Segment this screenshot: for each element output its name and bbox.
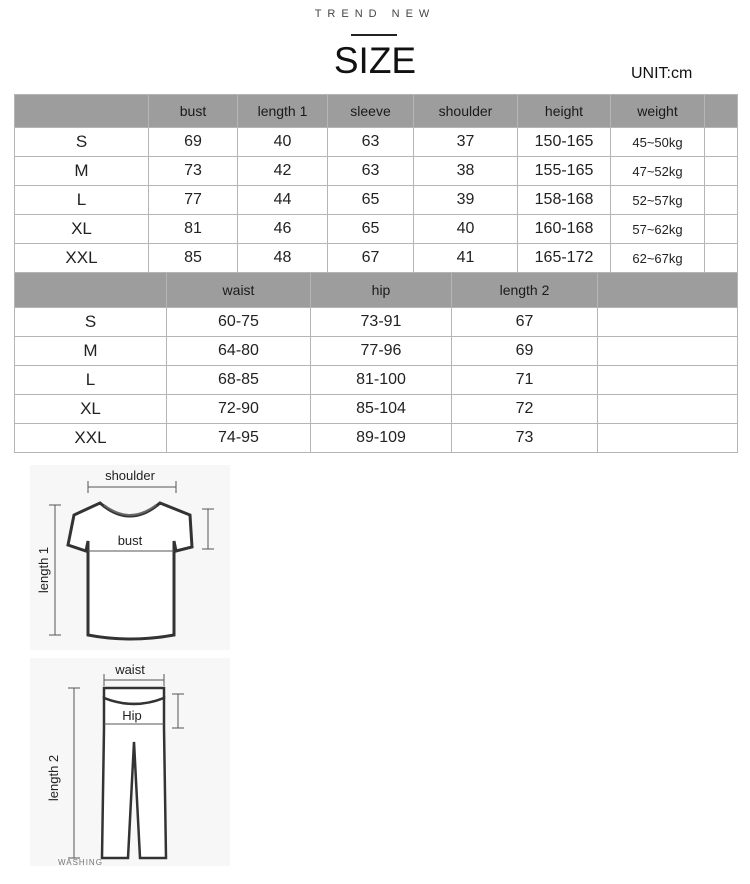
length2-label: length 2 [46, 754, 61, 802]
table-row [15, 308, 738, 337]
pants-illustration [30, 658, 230, 866]
size-cell: S [15, 308, 167, 337]
page-title: SIZE [333, 40, 417, 81]
size-cell: L [15, 366, 167, 395]
table-row [15, 244, 738, 273]
header-cell: waist [167, 273, 311, 308]
washing-label: WASHING [58, 858, 103, 866]
bust-cell: 85 [149, 244, 238, 273]
weight-cell: 62~67kg [611, 244, 705, 273]
hip-cell: 81-100 [311, 366, 452, 395]
hip-cell: 77-96 [311, 337, 452, 366]
header-cell: sleeve [328, 95, 414, 128]
size-cell: XL [15, 395, 167, 424]
header-cell: hip [311, 273, 452, 308]
size-cell: M [15, 157, 149, 186]
sleeve-cell: 65 [328, 215, 414, 244]
empty-cell [705, 215, 738, 244]
size-cell: L [15, 186, 149, 215]
empty-cell [598, 366, 738, 395]
weight-cell: 45~50kg [611, 128, 705, 157]
header-cell: bust [149, 95, 238, 128]
header-cell: length 2 [452, 273, 598, 308]
header-cell: length 1 [238, 95, 328, 128]
waist-cell: 64-80 [167, 337, 311, 366]
size-cell: M [15, 337, 167, 366]
tshirt-diagram [30, 465, 230, 650]
height-cell: 155-165 [518, 157, 611, 186]
height-cell: 160-168 [518, 215, 611, 244]
length1-cell: 48 [238, 244, 328, 273]
sleeve-cell: 65 [328, 186, 414, 215]
empty-cell [705, 244, 738, 273]
sleeve-cell: 67 [328, 244, 414, 273]
height-cell: 165-172 [518, 244, 611, 273]
shoulder-cell: 41 [414, 244, 518, 273]
size-table-bottom [14, 272, 738, 453]
title-divider [351, 34, 397, 36]
size-table-top [14, 94, 738, 273]
weight-cell: 47~52kg [611, 157, 705, 186]
hip-cell: 89-109 [311, 424, 452, 453]
table-header-row [15, 95, 738, 128]
table-row [15, 128, 738, 157]
height-cell: 150-165 [518, 128, 611, 157]
size-cell: XL [15, 215, 149, 244]
bust-cell: 69 [149, 128, 238, 157]
weight-cell: 57~62kg [611, 215, 705, 244]
size-cell: XXL [15, 424, 167, 453]
shoulder-label: shoulder [105, 468, 155, 483]
table-row [15, 337, 738, 366]
length2-cell: 73 [452, 424, 598, 453]
empty-cell [705, 128, 738, 157]
waist-cell: 72-90 [167, 395, 311, 424]
hip-cell: 85-104 [311, 395, 452, 424]
table-header-row [15, 273, 738, 308]
table-row [15, 157, 738, 186]
table-row [15, 215, 738, 244]
header-cell: weight [611, 95, 705, 128]
shoulder-cell: 37 [414, 128, 518, 157]
header-cell: shoulder [414, 95, 518, 128]
header-cell [598, 273, 738, 308]
table-row [15, 395, 738, 424]
sleeve-cell: 63 [328, 128, 414, 157]
weight-cell: 52~57kg [611, 186, 705, 215]
header-cell [15, 273, 167, 308]
length1-cell: 42 [238, 157, 328, 186]
empty-cell [705, 186, 738, 215]
bust-cell: 81 [149, 215, 238, 244]
tagline: TREND NEW [314, 8, 436, 20]
length2-cell: 72 [452, 395, 598, 424]
tshirt-illustration [30, 465, 230, 650]
shoulder-cell: 38 [414, 157, 518, 186]
size-cell: S [15, 128, 149, 157]
waist-cell: 74-95 [167, 424, 311, 453]
hip-cell: 73-91 [311, 308, 452, 337]
length1-cell: 40 [238, 128, 328, 157]
length1-label: length 1 [36, 546, 51, 594]
pants-diagram [30, 658, 230, 866]
empty-cell [598, 424, 738, 453]
height-cell: 158-168 [518, 186, 611, 215]
table-row [15, 186, 738, 215]
empty-cell [598, 308, 738, 337]
shoulder-cell: 39 [414, 186, 518, 215]
waist-cell: 60-75 [167, 308, 311, 337]
hip-label: Hip [122, 708, 142, 723]
length2-cell: 67 [452, 308, 598, 337]
length2-cell: 71 [452, 366, 598, 395]
bust-cell: 77 [149, 186, 238, 215]
unit-label: UNIT:cm [631, 65, 693, 82]
table-row [15, 424, 738, 453]
bust-label: bust [117, 533, 143, 548]
table-row [15, 366, 738, 395]
sleeve-cell: 63 [328, 157, 414, 186]
size-cell: XXL [15, 244, 149, 273]
length2-cell: 69 [452, 337, 598, 366]
length1-cell: 44 [238, 186, 328, 215]
bust-cell: 73 [149, 157, 238, 186]
shoulder-cell: 40 [414, 215, 518, 244]
header-cell [705, 95, 738, 128]
header-cell: height [518, 95, 611, 128]
waist-cell: 68-85 [167, 366, 311, 395]
empty-cell [598, 395, 738, 424]
header-cell [15, 95, 149, 128]
empty-cell [705, 157, 738, 186]
length1-cell: 46 [238, 215, 328, 244]
waist-label: waist [115, 662, 145, 677]
empty-cell [598, 337, 738, 366]
